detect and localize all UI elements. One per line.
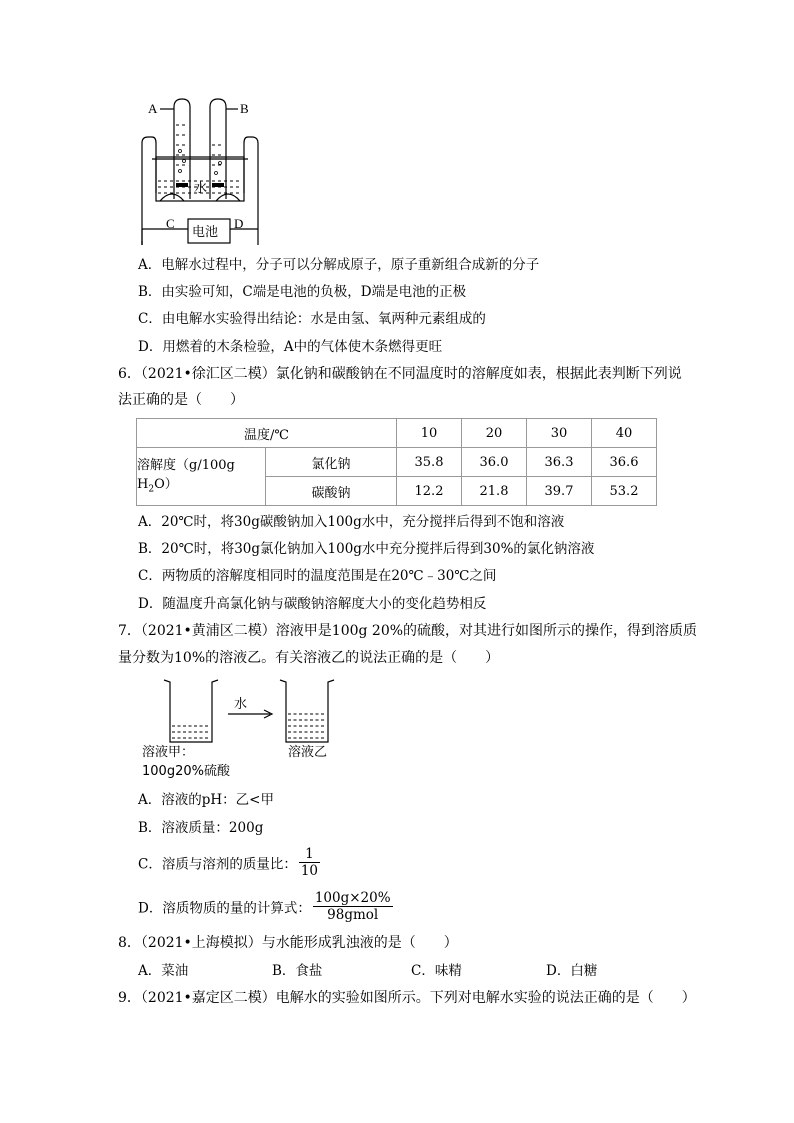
arrow-water-label: 水 <box>234 697 248 712</box>
label-d: D <box>234 216 244 231</box>
q7-option-b: B．溶液质量：200g <box>138 820 264 836</box>
q6-option-a: A．20℃时，将30g碳酸钠加入100g水中，充分搅拌后得到不饱和溶液 <box>138 514 565 530</box>
fraction <box>313 890 393 923</box>
nacl-label: 氯化钠 <box>266 448 397 477</box>
q7-option-c-text: C．溶质与溶剂的质量比： <box>138 856 297 873</box>
q8-option-d: D．白糖 <box>546 963 598 979</box>
temp-30: 30 <box>527 419 592 448</box>
q8-stem: 8．（2021•上海模拟）与水能形成乳浊液的是（ ） <box>118 935 458 951</box>
q8-option-b: B．食盐 <box>272 963 323 979</box>
q8-option-c: C．味精 <box>411 963 462 979</box>
na2co3-value: 12.2 <box>397 477 462 506</box>
label-b: B <box>240 101 249 116</box>
q5-option-a: A．电解水过程中，分子可以分解成原子，原子重新组合成新的分子 <box>138 257 540 273</box>
fraction-numerator: 1 <box>299 846 320 863</box>
label-battery: 电池 <box>192 225 219 240</box>
solubility-table <box>136 418 657 506</box>
fraction-denominator: 98gmol <box>327 907 379 923</box>
q5-option-d: D．用燃着的木条检验，A中的气体使木条燃得更旺 <box>138 339 443 355</box>
fraction <box>299 846 320 879</box>
temp-20: 20 <box>462 419 527 448</box>
q9-stem: 9．（2021•嘉定区二模）电解水的实验如图所示。下列对电解水实验的说法正确的是（ ） <box>118 990 696 1006</box>
electrolysis-apparatus-figure <box>130 95 270 245</box>
q7-stem-line1: 7．（2021•黄浦区二模）溶液甲是100g 20%的硫酸，对其进行如图所示的操作，得到溶质质 <box>118 623 698 639</box>
temp-40: 40 <box>592 419 657 448</box>
na2co3-value: 53.2 <box>592 477 657 506</box>
q7-stem-line2: 量分数为10%的溶液乙。有关溶液乙的说法正确的是（ ） <box>118 650 500 666</box>
solution-a-caption2: 100g20%硫酸 <box>142 764 230 779</box>
label-water: 水 <box>194 181 208 196</box>
q7-option-c <box>138 846 320 879</box>
q6-stem-line1: 6．（2021•徐汇区二模）氯化钠和碳酸钠在不同温度时的溶解度如表，根据此表判断下列说 <box>118 366 682 382</box>
na2co3-value: 21.8 <box>462 477 527 506</box>
q7-option-d <box>138 890 393 923</box>
label-a: A <box>148 101 158 116</box>
nacl-value: 36.3 <box>527 448 592 477</box>
q7-option-d-text: D．溶质物质的量的计算式： <box>138 900 311 917</box>
nacl-value: 35.8 <box>397 448 462 477</box>
temp-10: 10 <box>397 419 462 448</box>
q6-option-c: C．两物质的溶解度相同时的温度范围是在20℃﹣30℃之间 <box>138 568 497 584</box>
solution-b-caption: 溶液乙 <box>288 745 328 760</box>
na2co3-value: 39.7 <box>527 477 592 506</box>
q8-option-a: A．菜油 <box>138 963 189 979</box>
nacl-value: 36.6 <box>592 448 657 477</box>
fraction-numerator: 100g×20% <box>314 890 391 906</box>
q5-option-b: B．由实验可知，C端是电池的负极，D端是电池的正极 <box>138 284 467 300</box>
q6-option-d: D．随温度升高氯化钠与碳酸钠溶解度大小的变化趋势相反 <box>138 596 487 612</box>
q7-option-a: A．溶液的pH：乙<甲 <box>138 792 274 808</box>
q6-option-b: B．20℃时，将30g氯化钠加入100g水中充分搅拌后得到30%的氯化钠溶液 <box>138 541 595 557</box>
label-c: C <box>166 216 175 231</box>
q5-option-c: C．由电解水实验得出结论：水是由氢、氧两种元素组成的 <box>138 311 486 327</box>
nacl-value: 36.0 <box>462 448 527 477</box>
solubility-header: 溶解度（g/100g $H_2O$） <box>137 448 266 506</box>
solution-a-caption: 溶液甲： <box>142 745 195 760</box>
na2co3-label: 碳酸钠 <box>266 477 397 506</box>
temp-header: 温度/℃ <box>137 419 397 448</box>
q6-stem-line2: 法正确的是（ ） <box>118 392 244 408</box>
dilution-figure <box>160 676 350 746</box>
fraction-denominator: 10 <box>300 863 319 879</box>
